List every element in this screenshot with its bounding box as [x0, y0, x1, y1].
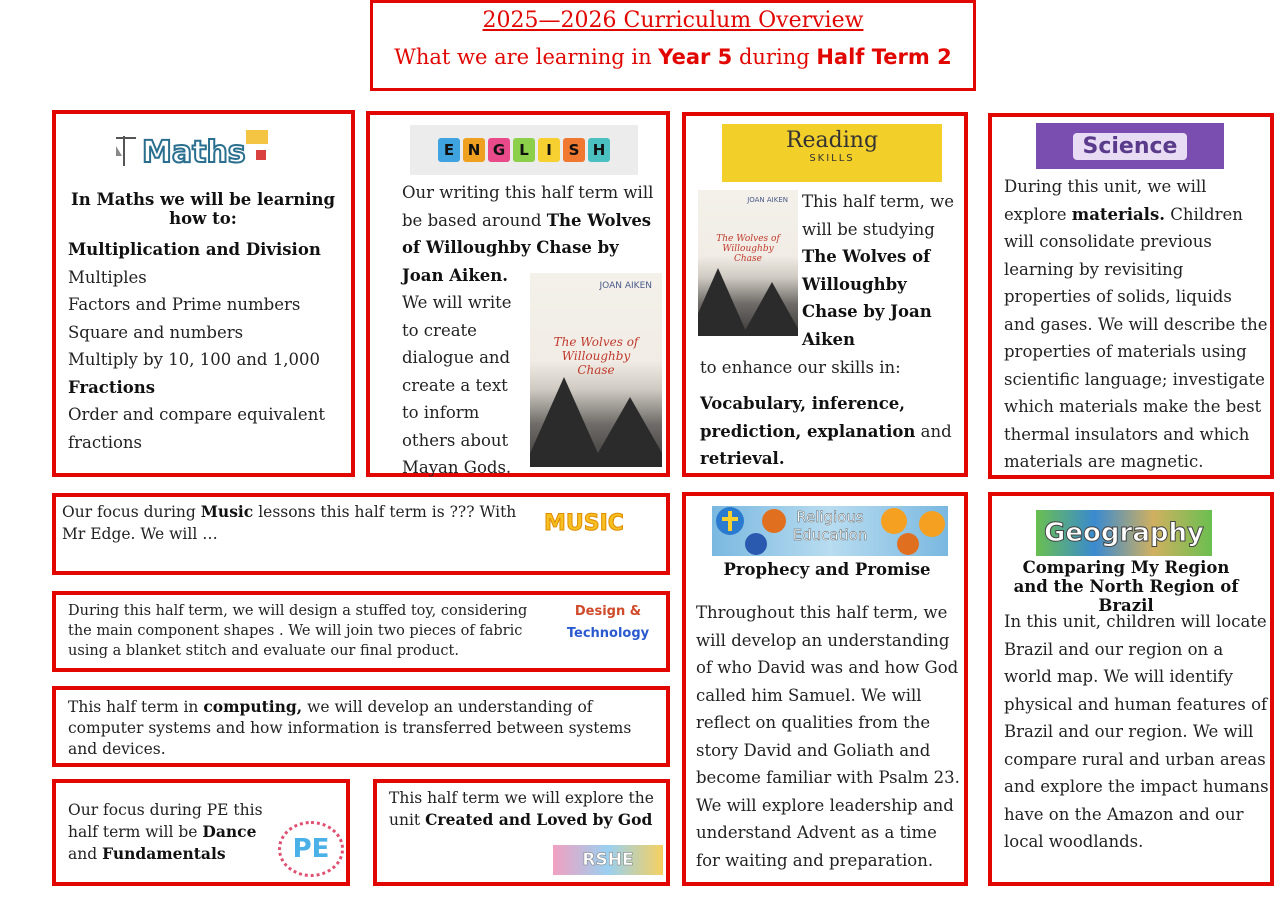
re-text: Throughout this half term, we will develop an understanding of who David was and how God called him Samuel. We will reflect on qualities from the story David and Goliath and become familiar with Psalm 23. We will explore leadership and understand Advent as a time for waiting and preparation. — [696, 603, 960, 870]
rshe-text: This half term we will explore the unit Created and Loved by God — [389, 789, 654, 829]
maths-topic-2: Fractions — [68, 377, 156, 397]
year-label: Year 5 — [658, 45, 733, 69]
rshe-panel — [373, 779, 670, 886]
pe-panel — [52, 779, 350, 886]
dt-panel — [52, 591, 670, 672]
reading-text-2: to enhance our skills in: — [700, 358, 901, 377]
pe-logo: PE — [278, 821, 344, 877]
music-logo: MUSIC — [544, 511, 624, 536]
term-label: Half Term 2 — [816, 45, 952, 69]
letter-block: E — [438, 138, 460, 162]
geography-logo: Geography — [1036, 510, 1212, 556]
science-panel — [988, 113, 1274, 479]
re-heading: Prophecy and Promise — [723, 560, 931, 579]
reading-panel — [682, 112, 968, 477]
geography-text: In this unit, children will locate Brazil and our region on a world map. We will identify physical and human features of Brazil and our region. We will compare rural and urban areas and explore the impact humans have on the Amazon and our local woodlands. — [1004, 612, 1269, 851]
maths-topic-1: Multiplication and Division — [68, 240, 321, 259]
science-text: During this unit, we will explore materials. Children will consolidate previous learning by revisiting properties of solids, liquids and gases. We will describe the properties of materials using scientific language; investigate which materials make the best thermal insulators and which materials are magnetic. — [1004, 177, 1268, 471]
maths-content — [68, 236, 348, 456]
english-book-title: The Wolves of Willoughby Chase by Joan Aiken. — [402, 210, 652, 285]
computing-text: This half term in computing, we will develop an understanding of computer systems and how information is transferred between systems and devices. — [68, 697, 632, 758]
rshe-unit: Created and Loved by God — [425, 810, 653, 829]
svg-text:Maths: Maths — [142, 135, 246, 170]
reading-text: This half term, we will be studying The Wolves of Willoughby Chase by Joan Aiken — [802, 192, 955, 349]
re-panel — [682, 492, 968, 886]
english-book-cover: JOAN AIKEN The Wolves of Willoughby Chase — [530, 273, 662, 467]
maths-panel — [52, 110, 355, 477]
maths-item: Order and compare equivalent fractions — [68, 405, 325, 452]
music-panel — [52, 493, 670, 575]
dt-logo: Design & Technology — [566, 604, 650, 641]
reading-book-cover: JOAN AIKEN The Wolves of Willoughby Chase — [698, 190, 798, 336]
letter-block: N — [463, 138, 485, 162]
english-panel — [366, 111, 670, 477]
english-text: Our writing this half term will be based around The Wolves of Willoughby Chase by Joan Aiken. We will write to create dialogue and create a text to inform others about Mayan Gods. — [402, 183, 654, 477]
reading-logo: Reading SKILLS — [722, 124, 942, 182]
maths-item: Multiply by 10, 100 and 1,000 — [68, 350, 320, 369]
geography-heading: Comparing My Region and the North Region of Brazil — [1013, 558, 1239, 615]
letter-block: L — [513, 138, 535, 162]
title-box — [370, 0, 976, 91]
maths-heading: In Maths we will be learning how to: — [71, 190, 335, 228]
pe-text: Our focus during PE this half term will be Dance and Fundamentals — [68, 801, 263, 863]
page-title: 2025—2026 Curriculum Overview — [482, 8, 864, 33]
computing-panel — [52, 686, 670, 767]
maths-logo-icon — [116, 126, 274, 172]
dt-text: During this half term, we will design a stuffed toy, considering the main component shapes . We will join two pieces of fabric using a blanket stitch and evaluate our final product. — [68, 603, 528, 659]
geography-panel — [988, 492, 1274, 886]
english-logo — [410, 125, 638, 175]
letter-block: S — [563, 138, 585, 162]
letter-block: H — [588, 138, 610, 162]
letter-block: G — [488, 138, 510, 162]
music-text: Our focus during Music lessons this half term is ??? With Mr Edge. We will … — [62, 502, 517, 543]
page-subtitle: What we are learning in Year 5 during Half Term 2 — [394, 45, 952, 69]
maths-item: Multiples — [68, 267, 147, 287]
science-keyword: materials. — [1071, 204, 1165, 224]
maths-item: Factors and Prime numbers — [68, 295, 301, 314]
maths-logo — [116, 126, 274, 172]
reading-book-title: The Wolves of Willoughby Chase by Joan Aiken — [802, 247, 932, 349]
re-logo: Religious Education — [712, 506, 948, 556]
reading-skills: Vocabulary, inference, prediction, explanation and retrieval. — [700, 394, 952, 468]
music-keyword: Music — [200, 502, 254, 521]
letter-block: I — [538, 138, 560, 162]
rshe-logo: RSHE — [553, 845, 663, 875]
maths-item: Square and numbers — [68, 322, 244, 342]
computing-keyword: computing, — [203, 697, 303, 716]
science-logo: Science — [1036, 123, 1224, 169]
